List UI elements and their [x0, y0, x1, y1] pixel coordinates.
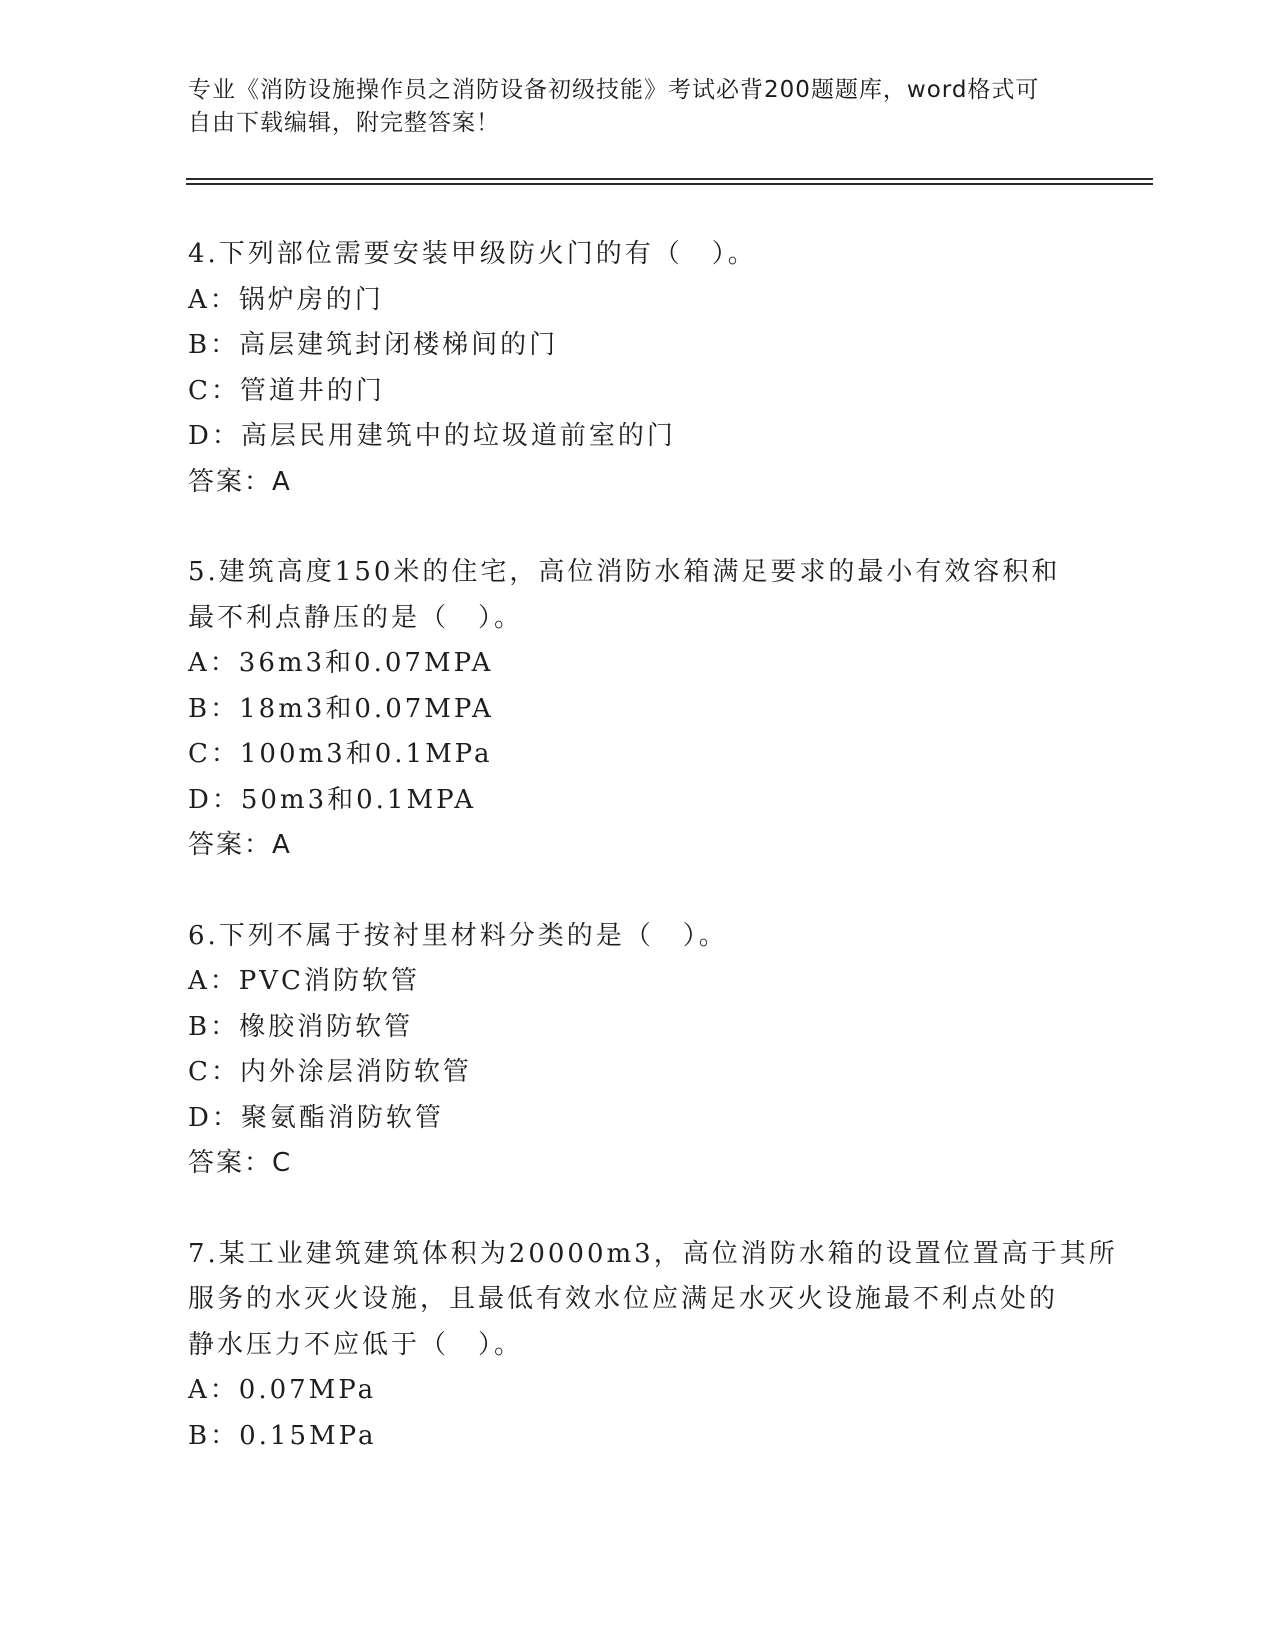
question-stem: 静水压力不应低于（ ）。: [188, 1329, 524, 1360]
answer-option: A：36m3和0.07MPA: [188, 648, 494, 678]
answer-option: C：管道井的门: [188, 375, 385, 406]
answer-option: D：50m3和0.1MPA: [188, 784, 476, 815]
answer-option: B：18m3和0.07MPA: [188, 693, 494, 724]
question-stem: 4.下列部位需要安装甲级防火门的有（ ）。: [188, 239, 757, 269]
question-block: [188, 1232, 1188, 1460]
answer-option: A：0.07MPa: [188, 1375, 377, 1405]
answer-key: 答案：A: [188, 830, 292, 860]
header-line: 自由下载编辑，附完整答案！: [188, 110, 500, 136]
question-stem: 7.某工业建筑建筑体积为20000m3，高位消防水箱的设置位置高于其所: [188, 1238, 1118, 1269]
question-block: [188, 232, 1188, 505]
answer-option: B：0.15MPa: [188, 1420, 377, 1451]
header-divider: [186, 183, 1153, 185]
answer-key: 答案：A: [188, 466, 292, 497]
answer-option: A：锅炉房的门: [188, 284, 384, 315]
question-block: [188, 914, 1188, 1187]
document-header: [188, 74, 1088, 140]
answer-option: B：高层建筑封闭楼梯间的门: [188, 330, 559, 360]
answer-option: C：100m3和0.1MPa: [188, 739, 493, 769]
question-stem: 6.下列不属于按衬里材料分类的是（ ）。: [188, 920, 728, 951]
question-block: [188, 550, 1188, 869]
answer-option: D：高层民用建筑中的垃圾道前室的门: [188, 421, 676, 451]
answer-option: B：橡胶消防软管: [188, 1011, 414, 1042]
question-stem: 服务的水灭火设施，且最低有效水位应满足水灭火设施最不利点处的: [188, 1284, 1059, 1314]
question-stem: 最不利点静压的是（ ）。: [188, 602, 524, 633]
header-divider: [186, 178, 1153, 180]
answer-option: C：内外涂层消防软管: [188, 1057, 472, 1087]
answer-option: D：聚氨酯消防软管: [188, 1102, 444, 1133]
question-list: [188, 232, 1188, 1504]
question-stem: 5.建筑高度150米的住宅，高位消防水箱满足要求的最小有效容积和: [188, 557, 1061, 587]
header-line: 专业《消防设施操作员之消防设备初级技能》考试必背200题题库，word格式可: [188, 77, 1040, 103]
answer-option: A：PVC消防软管: [188, 966, 420, 996]
answer-key: 答案：C: [188, 1148, 293, 1178]
